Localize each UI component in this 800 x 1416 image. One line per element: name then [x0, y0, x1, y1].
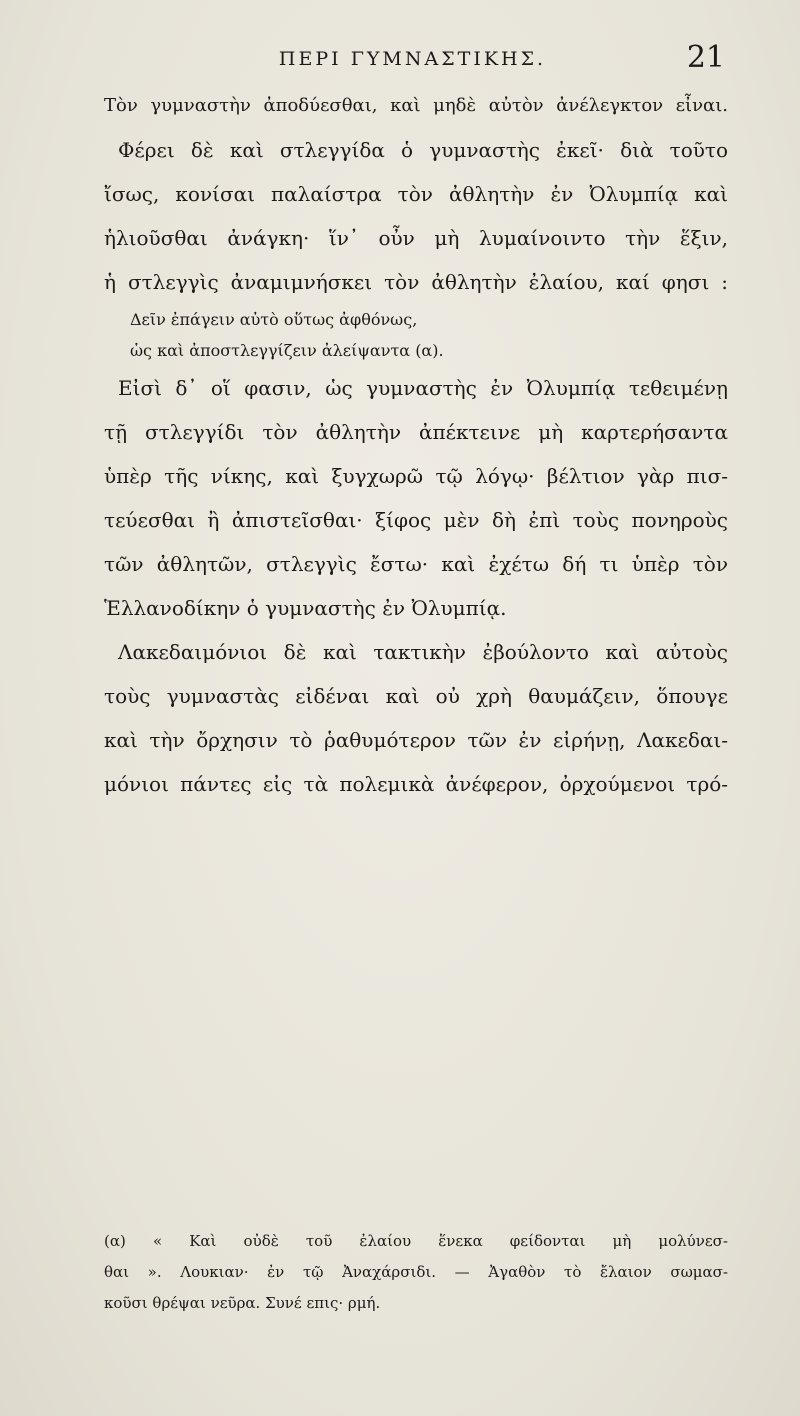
text-line: Εἰσὶ δ᾽ οἵ φασιν, ὡς γυμναστὴς ἐν Ὀλυμπίᾳ τεθειμένῃ — [118, 376, 728, 400]
page-header — [100, 40, 725, 80]
text-line: ἴσως, κονίσαι παλαίστρα τὸν ἀθλητὴν ἐν Ὀλυμπίᾳ καὶ — [104, 182, 728, 206]
text-line: Τὸν γυμναστὴν ἀποδύεσθαι, καὶ μηδὲ αὐτὸν ἀνέλεγκτον εἶναι. — [104, 95, 728, 116]
text-line: ὑπὲρ τῆς νίκης, καὶ ξυγχωρῶ τῷ λόγῳ· βέλτιον γὰρ πισ- — [104, 464, 728, 488]
footnote-line: (α) « Καὶ οὐδὲ τοῦ ἐλαίου ἕνεκα φείδονται μὴ μολύνεσ- — [104, 1232, 728, 1250]
text-line: Ἑλλανοδίκην ὁ γυμναστὴς ἐν Ὀλυμπίᾳ. — [104, 596, 507, 620]
main-text — [104, 84, 728, 806]
text-line: Φέρει δὲ καὶ στλεγγίδα ὁ γυμναστὴς ἐκεῖ· διὰ τοῦτο — [118, 138, 728, 162]
verse-quote-line: ὡς καὶ ἀποστλεγγίζειν ἀλείψαντα (α). — [130, 341, 444, 360]
footnote-line: θαι ». Λουκιαν· ἐν τῷ Ἀναχάρσιδι. — Ἀγαθὸν τὸ ἔλαιον σωμασ- — [104, 1263, 728, 1281]
text-line: Λακεδαιμόνιοι δὲ καὶ τακτικὴν ἐβούλοντο καὶ αὐτοὺς — [118, 640, 728, 664]
footnote-line: κοῦσι θρέψαι νεῦρα. Συνέ επις· ρμή. — [104, 1294, 381, 1312]
running-head: ΠΕΡΙ ΓΥΜΝΑΣΤΙΚΗΣ. — [278, 48, 547, 70]
text-line: καὶ τὴν ὄρχησιν τὸ ῥαθυμότερον τῶν ἐν εἰρήνῃ, Λακεδαι- — [104, 728, 728, 752]
text-line: τεύεσθαι ἢ ἀπιστεῖσθαι· ξίφος μὲν δὴ ἐπὶ τοὺς πονηροὺς — [104, 508, 728, 532]
page-number: 21 — [686, 40, 725, 75]
text-line: τῇ στλεγγίδι τὸν ἀθλητὴν ἀπέκτεινε μὴ καρτερήσαντα — [104, 420, 728, 444]
text-line: μόνιοι πάντες εἰς τὰ πολεμικὰ ἀνέφερον, ὀρχούμενοι τρό- — [104, 772, 728, 796]
text-line: ἡλιοῦσθαι ἀνάγκη· ἵν᾽ οὖν μὴ λυμαίνοιντο τὴν ἕξιν, — [104, 226, 728, 250]
verse-quote-line: Δεῖν ἐπάγειν αὐτὸ οὕτως ἀφθόνως, — [130, 310, 418, 329]
footnotes — [104, 1226, 728, 1319]
text-line: ἡ στλεγγὶς ἀναμιμνήσκει τὸν ἀθλητὴν ἐλαίου, καί φησι : — [104, 270, 728, 294]
text-line: τῶν ἀθλητῶν, στλεγγὶς ἔστω· καὶ ἐχέτω δή τι ὑπὲρ τὸν — [104, 552, 728, 576]
text-line: τοὺς γυμναστὰς εἰδέναι καὶ οὐ χρὴ θαυμάζειν, ὅπουγε — [104, 684, 728, 708]
